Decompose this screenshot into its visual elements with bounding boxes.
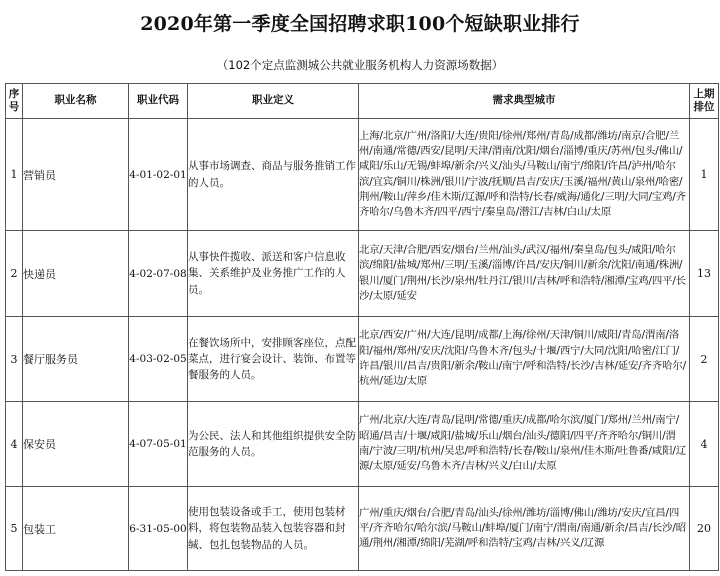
row-prev-rank: 13: [690, 231, 719, 317]
header-seq: 序号: [6, 84, 23, 119]
row-definition: 使用包装设备或手工，使用包装材料，将包装物品装入包装容器和封缄、包扎包装物品的人员。: [188, 487, 359, 571]
header-name: 职业名称: [23, 84, 129, 119]
header-prev-rank: 上期排位: [690, 84, 719, 119]
row-seq: 2: [6, 231, 23, 317]
row-occupation-name: 快递员: [23, 231, 129, 317]
row-occupation-name: 包装工: [23, 487, 129, 571]
shortage-occupations-table: [5, 83, 719, 571]
table-row: [6, 119, 719, 231]
table-row: [6, 231, 719, 317]
row-cities: 广州/北京/大连/青岛/昆明/常德/重庆/成都/哈尔滨/厦门/郑州/兰州/南宁/昭通/昌吉/十堰/咸阳/盐城/乐山/烟台/汕头/德阳/四平/齐齐哈尔/铜川/渭南/宁波/三明/杭州/吴忠/呼和浩特/长春/鞍山/泉州/佳木斯/吐鲁番/咸阳/辽源/太原/延安/乌鲁木齐/吉林/兴义/白山/太原: [359, 402, 690, 487]
row-cities: 北京/西安/广州/大连/昆明/成都/上海/徐州/天津/铜川/咸阳/青岛/渭南/洛阳/福州/郑州/安庆/沈阳/乌鲁木齐/包头/十堰/西宁/大同/沈阳/哈密/江门/许昌/银川/昌吉/贵阳/新余/鞍山/南宁/呼和浩特/长沙/吉林/延安/齐齐哈尔/杭州/延边/太原: [359, 317, 690, 402]
row-occupation-code: 4-03-02-05: [129, 317, 188, 402]
header-code: 职业代码: [129, 84, 188, 119]
row-occupation-code: 4-07-05-01: [129, 402, 188, 487]
row-definition: 从事市场调查、商品与服务推销工作的人员。: [188, 119, 359, 231]
table-row: [6, 402, 719, 487]
row-cities: 上海/北京/广州/洛阳/大连/贵阳/徐州/郑州/青岛/成都/潍坊/南京/合肥/兰州/南通/常德/西安/昆明/天津/渭南/沈阳/烟台/淄博/重庆/苏州/包头/佛山/咸阳/乐山/无锡/蚌埠/新余/兴义/汕头/马鞍山/南宁/绵阳/许昌/泸州/哈尔滨/宜宾/铜川/株洲/银川/宁波/抚顺/昌吉/安庆/玉溪/福州/黄山/泉州/哈密/荆州/鞍山/萍乡/佳木斯/辽源/呼和浩特/长春/威海/通化/三明/大同/宝鸡/齐齐哈尔/乌鲁木齐/四平/西宁/秦皇岛/潜江/吉林/白山/太原: [359, 119, 690, 231]
row-prev-rank: 2: [690, 317, 719, 402]
row-occupation-name: 营销员: [23, 119, 129, 231]
header-definition: 职业定义: [188, 84, 359, 119]
row-prev-rank: 1: [690, 119, 719, 231]
table-row: [6, 487, 719, 571]
row-occupation-code: 4-01-02-01: [129, 119, 188, 231]
header-cities: 需求典型城市: [359, 84, 690, 119]
page-subtitle: （102个定点监测城公共就业服务机构人力资源场数据）: [216, 58, 504, 72]
row-seq: 3: [6, 317, 23, 402]
row-definition: 从事快件揽收、派送和客户信息收集、关系维护及业务推广工作的人员。: [188, 231, 359, 317]
row-occupation-code: 4-02-07-08: [129, 231, 188, 317]
page-title: 2020年第一季度全国招聘求职100个短缺职业排行: [140, 13, 580, 35]
row-definition: 为公民、法人和其他组织提供安全防范服务的人员。: [188, 402, 359, 487]
row-definition: 在餐饮场所中，安排顾客座位，点配菜点，进行宴会设计、装饰、布置等餐服务的人员。: [188, 317, 359, 402]
row-occupation-code: 6-31-05-00: [129, 487, 188, 571]
row-cities: 北京/天津/合肥/西安/烟台/兰州/汕头/武汉/福州/秦皇岛/包头/咸阳/哈尔滨/绵阳/盐城/郑州/三明/玉溪/淄博/许昌/安庆/铜川/新余/沈阳/南通/株洲/银川/厦门/荆州/长沙/泉州/牡丹江/银川/吉林/呼和浩特/湘潭/宝鸡/四平/长沙/太原/延安: [359, 231, 690, 317]
table-row: [6, 317, 719, 402]
row-prev-rank: 4: [690, 402, 719, 487]
row-seq: 5: [6, 487, 23, 571]
row-seq: 4: [6, 402, 23, 487]
row-prev-rank: 20: [690, 487, 719, 571]
row-occupation-name: 餐厅服务员: [23, 317, 129, 402]
row-occupation-name: 保安员: [23, 402, 129, 487]
header-row: [6, 84, 719, 119]
row-cities: 广州/重庆/烟台/合肥/青岛/汕头/徐州/潍坊/淄博/佛山/潍坊/安庆/宜昌/四平/齐齐哈尔/哈尔滨/马鞍山/蚌埠/厦门/南宁/渭南/南通/新余/昌吉/长沙/昭通/荆州/湘潭/绵阳/芜湖/呼和浩特/宝鸡/吉林/兴义/辽源: [359, 487, 690, 571]
row-seq: 1: [6, 119, 23, 231]
